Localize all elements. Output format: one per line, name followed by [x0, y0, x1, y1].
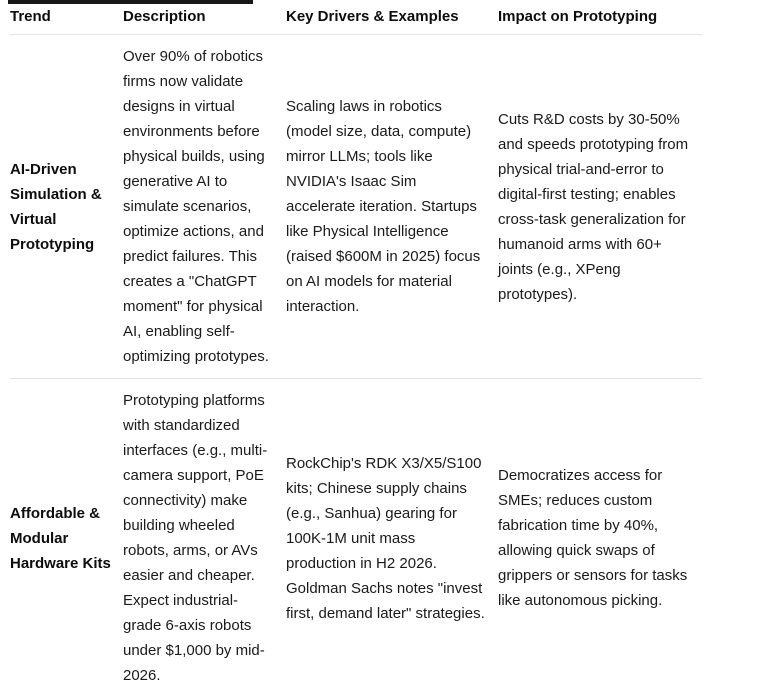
top-dark-bar	[8, 0, 253, 4]
row2-description-cell: Prototyping platforms with standardized interfaces (e.g., multi-camera support, PoE connectivity) make building wheeled robots, arms, or AVs easier and cheaper. Expect industrial-grade 6-axis robots under $1,000 by mid-2026.	[123, 379, 286, 696]
header-cell-impact: Impact on Prototyping	[498, 0, 702, 35]
row1-trend-cell: AI-Driven Simulation & Virtual Prototyping	[10, 35, 123, 379]
header-cell-trend: Trend	[10, 0, 123, 35]
row1-key-drivers-cell: Scaling laws in robotics (model size, data, compute) mirror LLMs; tools like NVIDIA's Isaac Sim accelerate iteration. Startups like Physical Intelligence (raised $600M in 2025) focus on AI models for material interaction.	[286, 35, 498, 379]
row2-key-drivers-cell: RockChip's RDK X3/X5/S100 kits; Chinese supply chains (e.g., Sanhua) gearing for 100K-1M unit mass production in H2 2026. Goldman Sachs notes "invest first, demand later" strategies.	[286, 379, 498, 696]
row2-impact-cell: Democratizes access for SMEs; reduces custom fabrication time by 40%, allowing quick swaps of grippers or sensors for tasks like autonomous picking.	[498, 379, 702, 696]
row1-impact-cell: Cuts R&D costs by 30-50% and speeds prototyping from physical trial-and-error to digital-first testing; enables cross-task generalization for humanoid arms with 60+ joints (e.g., XPeng prototypes).	[498, 35, 702, 379]
header-cell-key-drivers: Key Drivers & Examples	[286, 0, 498, 35]
row2-trend-cell: Affordable & Modular Hardware Kits	[10, 379, 123, 696]
table-header-row	[10, 0, 702, 35]
header-cell-description: Description	[123, 0, 286, 35]
row1-description-cell: Over 90% of robotics firms now validate designs in virtual environments before physical builds, using generative AI to simulate scenarios, optimize actions, and predict failures. This creates a "ChatGPT moment" for physical AI, enabling self-optimizing prototypes.	[123, 35, 286, 379]
trends-table	[10, 0, 702, 696]
table-row	[10, 35, 702, 379]
table-row	[10, 379, 702, 696]
